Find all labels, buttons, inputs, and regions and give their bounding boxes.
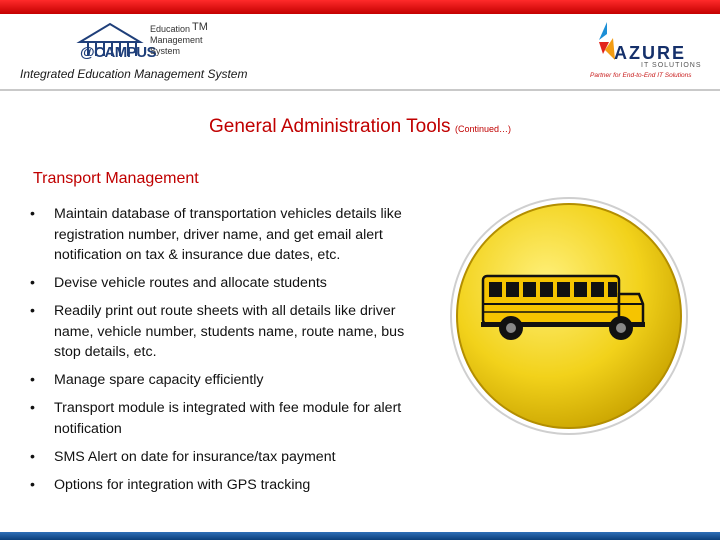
header-divider	[0, 89, 720, 91]
feature-list	[30, 204, 420, 503]
trademark: TM	[192, 21, 208, 33]
list-item: • Readily print out route sheets with all details like driver name, vehicle number, students name, route name, bus stop details, etc.	[30, 303, 405, 360]
top-color-bar	[0, 0, 720, 14]
tagline: Integrated Education Management System	[20, 67, 248, 81]
azure-wordmark: AZURE	[614, 43, 686, 63]
school-bus-icon	[449, 196, 689, 436]
list-item: • SMS Alert on date for insurance/tax payment	[30, 448, 336, 465]
list-item: • Manage spare capacity efficiently	[30, 372, 264, 388]
azure-tagline: Partner for End-to-End IT Solutions	[590, 72, 692, 79]
page-title	[0, 116, 720, 138]
campus-logo-subtitle: Education Management System TM	[150, 21, 208, 56]
list-item: • Maintain database of transportation vehicles details like registration number, driver name, and get email alert notification on tax & insurance due dates, etc.	[30, 206, 402, 263]
list-item: • Devise vehicle routes and allocate students	[30, 275, 327, 291]
bottom-color-bar	[0, 532, 720, 540]
page-title-suffix: (Continued…)	[454, 124, 511, 134]
list-item: • Options for integration with GPS tracking	[30, 476, 311, 493]
list-item: • Transport module is integrated with fee module for alert notification	[30, 400, 402, 437]
page-title-main: General Administration Tools	[209, 116, 451, 137]
azure-subtitle: IT SOLUTIONS	[641, 62, 702, 69]
campus-logo-text: @CAMPUS	[80, 44, 157, 61]
section-heading: Transport Management	[33, 170, 199, 187]
